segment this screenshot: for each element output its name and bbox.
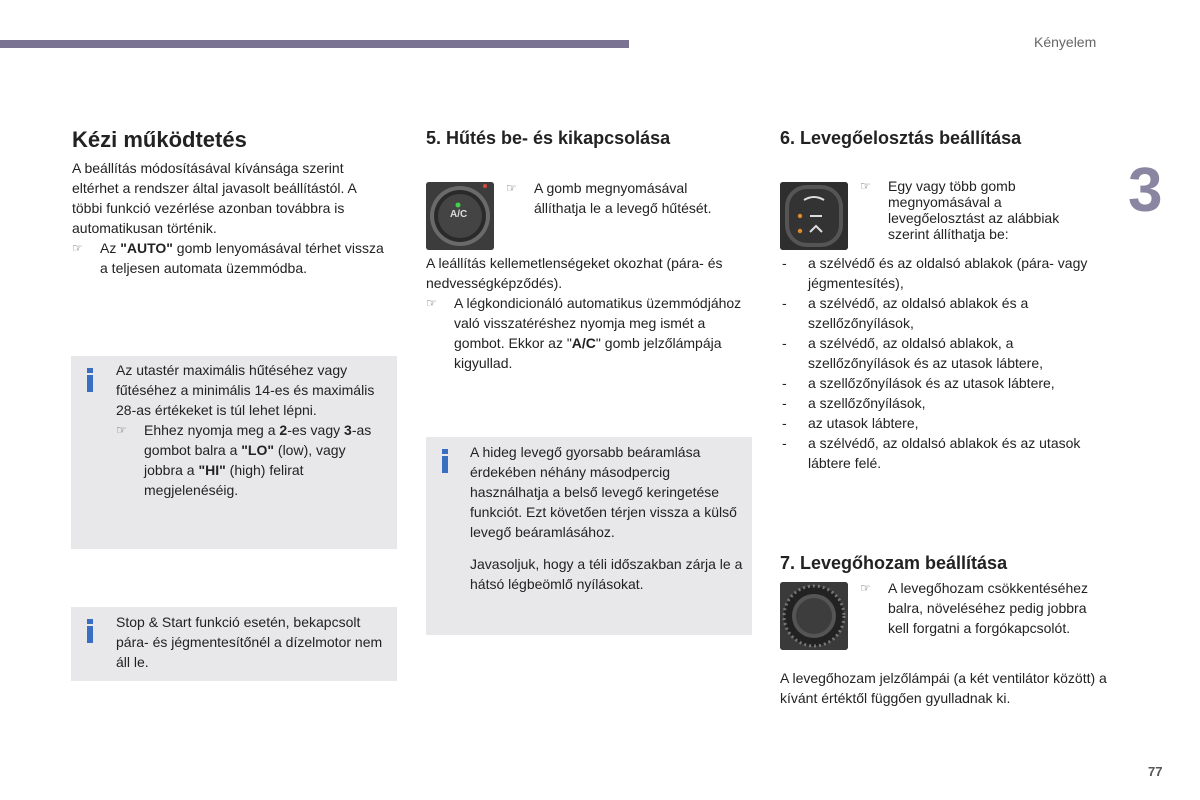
list-item: - a szélvédő, az oldalsó ablakok és az utasok lábtere felé. xyxy=(782,435,1081,471)
auto-bullet: ☞ Az "AUTO" gomb lenyomásával térhet vissza a teljesen automata üzemmódba. xyxy=(72,240,384,276)
manual-title: Kézi működtetés xyxy=(72,127,247,152)
column-manual xyxy=(72,126,384,278)
chapter-number: 3 xyxy=(1128,156,1163,225)
distribution-list xyxy=(780,253,1110,473)
list-item: - a szélvédő, az oldalsó ablakok, a szellőzőnyílások és az utasok lábtere, xyxy=(782,335,1044,371)
list-item: - az utasok lábtere, xyxy=(782,415,919,431)
airflow-dial-image xyxy=(780,582,848,650)
info-stop-start-text: Stop & Start funkció esetén, bekapcsolt pára- és jégmentesítőnél a dízelmotor nem áll le. xyxy=(116,614,383,670)
info-icon xyxy=(442,449,448,473)
airflow-bullet-block xyxy=(860,578,1110,638)
manual-intro: A beállítás módosításával kívánsága szerint eltérhet a rendszer által javasolt beállítástól. A többi funkció vezérlése azonban továbbra is automatikusan történik. xyxy=(72,160,357,236)
section-name: Kényelem xyxy=(1034,34,1097,50)
airflow-section xyxy=(780,551,1110,575)
list-item: - a szellőzőnyílások és az utasok lábtere, xyxy=(782,375,1055,391)
ac-bullet-1: ☞ A gomb megnyomásával állíthatja le a levegő hűtését. xyxy=(506,180,712,216)
distribution-buttons-image xyxy=(780,182,848,250)
bullet-icon: ☞ xyxy=(506,181,517,195)
ac-button-image xyxy=(426,182,494,250)
page-number: 77 xyxy=(1148,764,1163,779)
ac-text-block xyxy=(426,253,754,373)
info-rear-vents-text: Javasoljuk, hogy a téli időszakban zárja le a hátsó légbeömlő nyílásokat. xyxy=(470,556,743,592)
info-icon xyxy=(87,619,93,643)
airflow-title: 7. Levegőhozam beállítása xyxy=(780,553,1008,573)
bullet-icon: ☞ xyxy=(860,179,871,193)
list-item: - a szellőzőnyílások, xyxy=(782,395,926,411)
header-bar xyxy=(0,40,629,48)
ac-bullet-2: ☞ A légkondicionáló automatikus üzemmódjához való visszatéréshez nyomja meg ismét a gombot. Ekkor az "A/C" gomb jelzőlámpája kigyullad. xyxy=(426,295,742,371)
list-item: - a szélvédő, az oldalsó ablakok és a szellőzőnyílások, xyxy=(782,295,1029,331)
info-icon xyxy=(87,368,93,392)
airflow-note xyxy=(780,668,1110,708)
info-max-text: Az utastér maximális hűtéséhez vagy fűtéséhez a minimális 14-es és maximális 28-as értékeket is túl lehet lépni. xyxy=(116,362,375,418)
airflow-note-text: A levegőhozam jelzőlámpái (a két ventilátor között) a kívánt értéktől függően gyulladnak ki. xyxy=(780,670,1107,706)
bullet-icon: ☞ xyxy=(426,296,437,310)
bullet-icon: ☞ xyxy=(860,581,871,595)
column-ac xyxy=(426,126,754,150)
ac-bullet-block xyxy=(506,178,736,218)
distribution-title: 6. Levegőelosztás beállítása xyxy=(780,128,1022,148)
ac-warning-text: A leállítás kellemetlenségeket okozhat (pára- és nedvességképződés). xyxy=(426,255,723,291)
info-box-max-temp xyxy=(71,356,397,549)
airflow-bullet: ☞ A levegőhozam csökkentéséhez balra, növeléséhez pedig jobbra kell forgatni a forgókapcsolót. xyxy=(860,580,1089,636)
list-item: - a szélvédő és az oldalsó ablakok (pára- vagy jégmentesítés), xyxy=(782,255,1088,291)
column-distribution xyxy=(780,126,1110,150)
info-box-stop-start xyxy=(71,607,397,681)
info-recirc-text: A hideg levegő gyorsabb beáramlása érdekében néhány másodpercig használhatja a belső levegő keringetése funkciót. Ezt követően térjen vissza a külső levegő beáramlásához. xyxy=(470,444,737,540)
distribution-bullet-block xyxy=(860,178,1092,242)
info-max-bullet: ☞ Ehhez nyomja meg a 2-es vagy 3-as gombot balra a "LO" (low), vagy jobbra a "HI" (high) felirat megjelenéséig. xyxy=(116,422,372,498)
distribution-bullet: ☞ Egy vagy több gomb megnyomásával a levegőelosztást az alábbiak szerint állíthatja be: xyxy=(860,178,1060,242)
ac-knob-label: A/C xyxy=(450,209,468,220)
bullet-icon: ☞ xyxy=(116,423,127,437)
ac-title: 5. Hűtés be- és kikapcsolása xyxy=(426,128,671,148)
info-box-recirculation xyxy=(426,437,752,635)
bullet-icon: ☞ xyxy=(72,241,83,255)
